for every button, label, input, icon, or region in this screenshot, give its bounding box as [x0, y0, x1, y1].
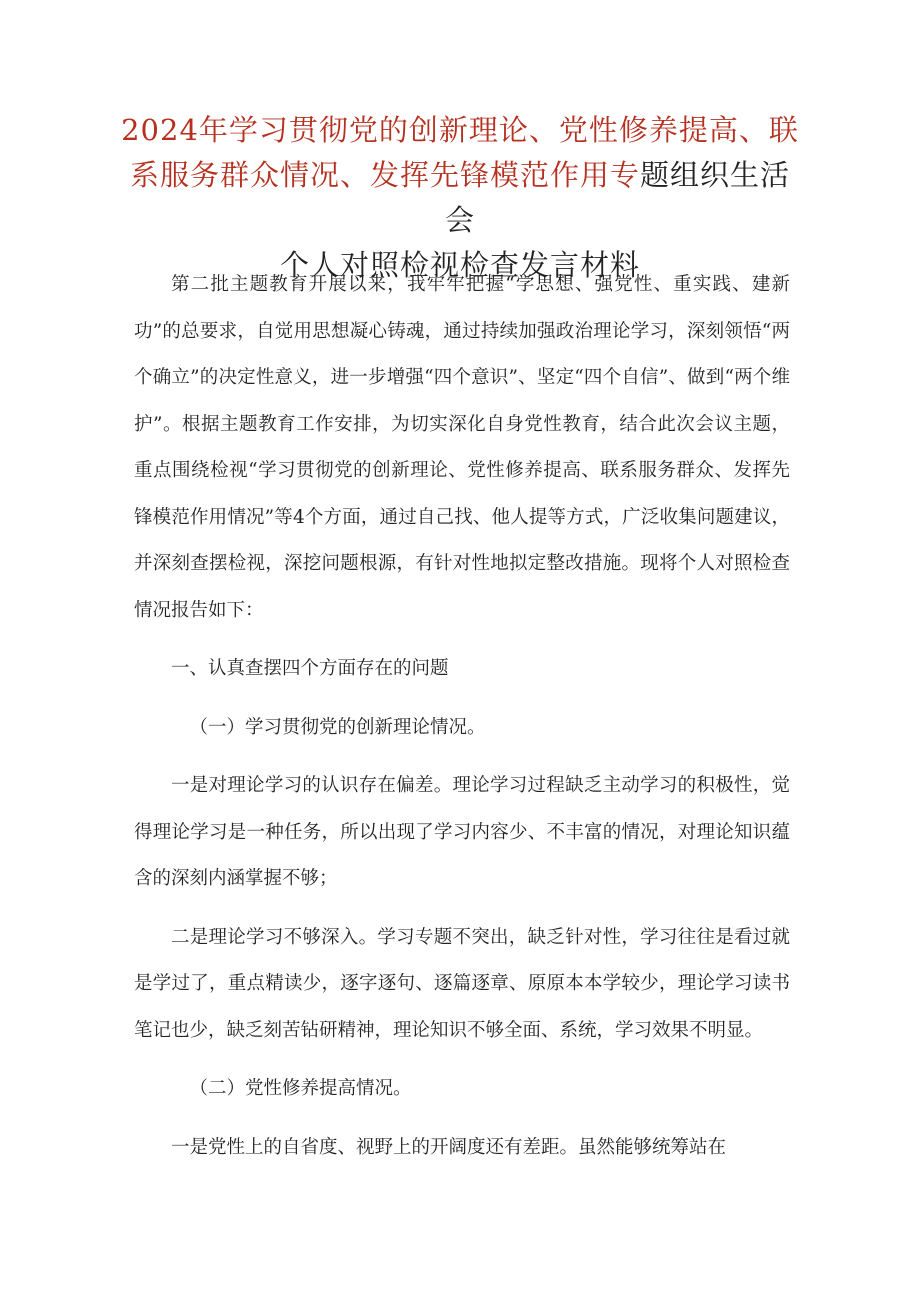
subsection-heading: （二）党性修养提高情况。: [189, 1078, 412, 1099]
document-body: [134, 262, 790, 1171]
title-tail: 题组织生活会: [444, 158, 791, 237]
title-highlight: 2024年学习贯彻党的创新理论、党性修养提高、联系服务群众情况、发挥先锋模范作用专: [121, 113, 799, 192]
document-title: [120, 108, 800, 288]
title-subtitle: 个人对照检视检查发言材料: [279, 248, 640, 282]
paragraph-item: 一是党性上的自省度、视野上的开阔度还有差距。虽然能够统筹站在: [171, 1136, 727, 1158]
paragraph-item: 二是理论学习不够深入。学习专题不突出，缺乏针对性，学习往往是看过就是学过了，重点精读少，逐字逐句、逐篇逐章、原原本本学较少，理论学习读书笔记也少，缺乏刻苦钻研精神，理论知识不够全面、系统，学习效果不明显。: [134, 926, 790, 1041]
paragraph-intro: 第二批主题教育开展以来，我牢牢把握“学思想、强党性、重实践、建新功”的总要求，自觉用思想凝心铸魂，通过持续加强政治理论学习，深刻领悟“两个确立”的决定性意义，进一步增强“四个意识”、坚定“四个自信”、做到“两个维护”。根据主题教育工作安排，为切实深化自身党性教育，结合此次会议主题，重点围绕检视“学习贯彻党的创新理论、党性修养提高、联系服务群众、发挥先锋模范作用情况”等4个方面，通过自己找、他人提等方式，广泛收集问题建议，并深刻查摆检视，深挖问题根源，有针对性地拟定整改措施。现将个人对照检查情况报告如下：: [134, 274, 790, 621]
subsection-heading: （一）学习贯彻党的创新理论情况。: [189, 716, 486, 738]
paragraph-item: 一是对理论学习的认识存在偏差。理论学习过程缺乏主动学习的积极性，觉得理论学习是一种任务，所以出现了学习内容少、不丰富的情况，对理论知识蕴含的深刻内涵掌握不够；: [134, 775, 790, 889]
section-heading: 一、认真查摆四个方面存在的问题: [171, 658, 449, 679]
